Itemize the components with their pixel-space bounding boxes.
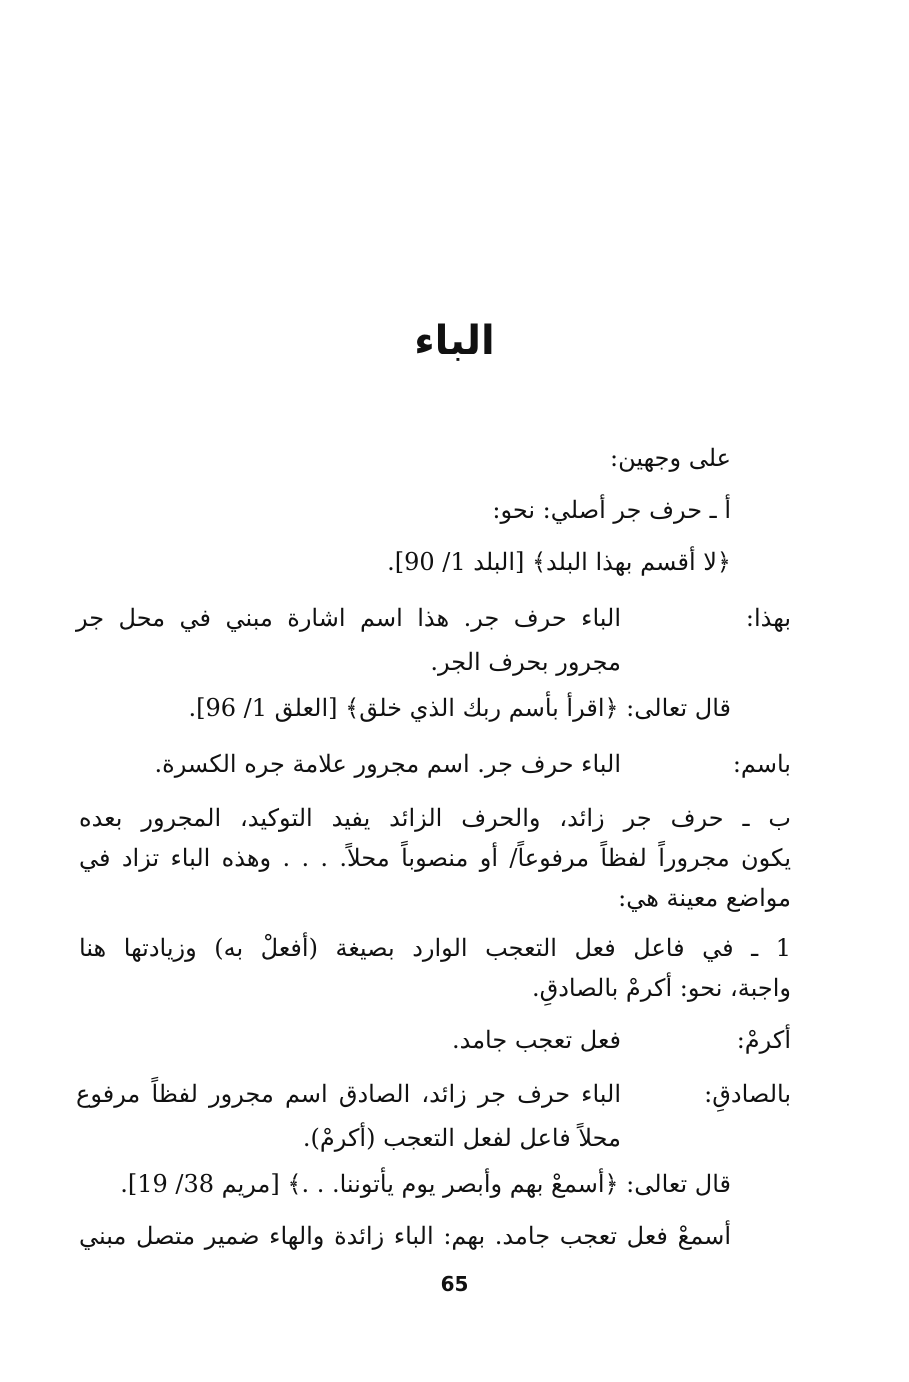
definition-line: مجرور بحرف الجر. [430, 648, 621, 676]
term-bihatha: بهذا: [745, 604, 791, 632]
last-line: أسمعْ فعل تعجب جامد. بهم: الباء زائدة والهاء ضمير متصل مبني [79, 1222, 731, 1250]
definition-line: محلاً فاعل لفعل التعجب (أكرمْ). [302, 1124, 621, 1152]
term-bism: باسم: [732, 750, 791, 778]
definition-line: الباء حرف جر. هذا اسم اشارة مبني في محل جر [76, 604, 621, 632]
definition-line: الباء حرف جر زائد، الصادق اسم مجرور لفظاً مرفوع [76, 1080, 621, 1108]
section-b-line-2: يكون مجروراً لفظاً مرفوعاً/ أو منصوباً محلاً. . . . وهذه الباء تزاد في [79, 844, 791, 872]
definition-line: الباء حرف جر. اسم مجرور علامة جره الكسرة. [154, 750, 621, 778]
point-1-line-1: 1 ـ في فاعل فعل التعجب الوارد بصيغة (أفعلْ به) وزيادتها هنا [79, 934, 791, 962]
section-b-line-1: ب ـ حرف جر زائد، والحرف الزائد يفيد التوكيد، المجرور بعده [79, 804, 791, 832]
section-b-line-3: مواضع معينة هي: [618, 884, 791, 912]
term-akrim: أكرمْ: [736, 1026, 791, 1054]
term-bissadiq: بالصادقِ: [704, 1080, 791, 1108]
intro-line: على وجهين: [610, 444, 731, 472]
definition-line: فعل تعجب جامد. [451, 1026, 621, 1054]
quran-example-3: قال تعالى: ﴿أسمعْ بهم وأبصر يوم يأتوننا. . .﴾ [مريم 38/ 19]. [120, 1170, 731, 1198]
term-bism-definition [76, 742, 621, 786]
term-akrim-definition [76, 1018, 621, 1062]
section-a-heading: أ ـ حرف جر أصلي: نحو: [492, 496, 731, 524]
quran-example-2: قال تعالى: ﴿اقرأ بأسم ربك الذي خلق﴾ [العلق 1/ 96]. [188, 694, 731, 722]
term-bihatha-definition [76, 596, 621, 684]
page-number: 65 [440, 1272, 469, 1296]
point-1-line-2: واجبة، نحو: أكرمْ بالصادقِ. [531, 974, 791, 1002]
term-bissadiq-definition [76, 1072, 621, 1160]
quran-example-1: ﴿لا أقسم بهذا البلد﴾ [البلد 1/ 90]. [387, 548, 731, 576]
page-title: الباء [414, 318, 495, 364]
